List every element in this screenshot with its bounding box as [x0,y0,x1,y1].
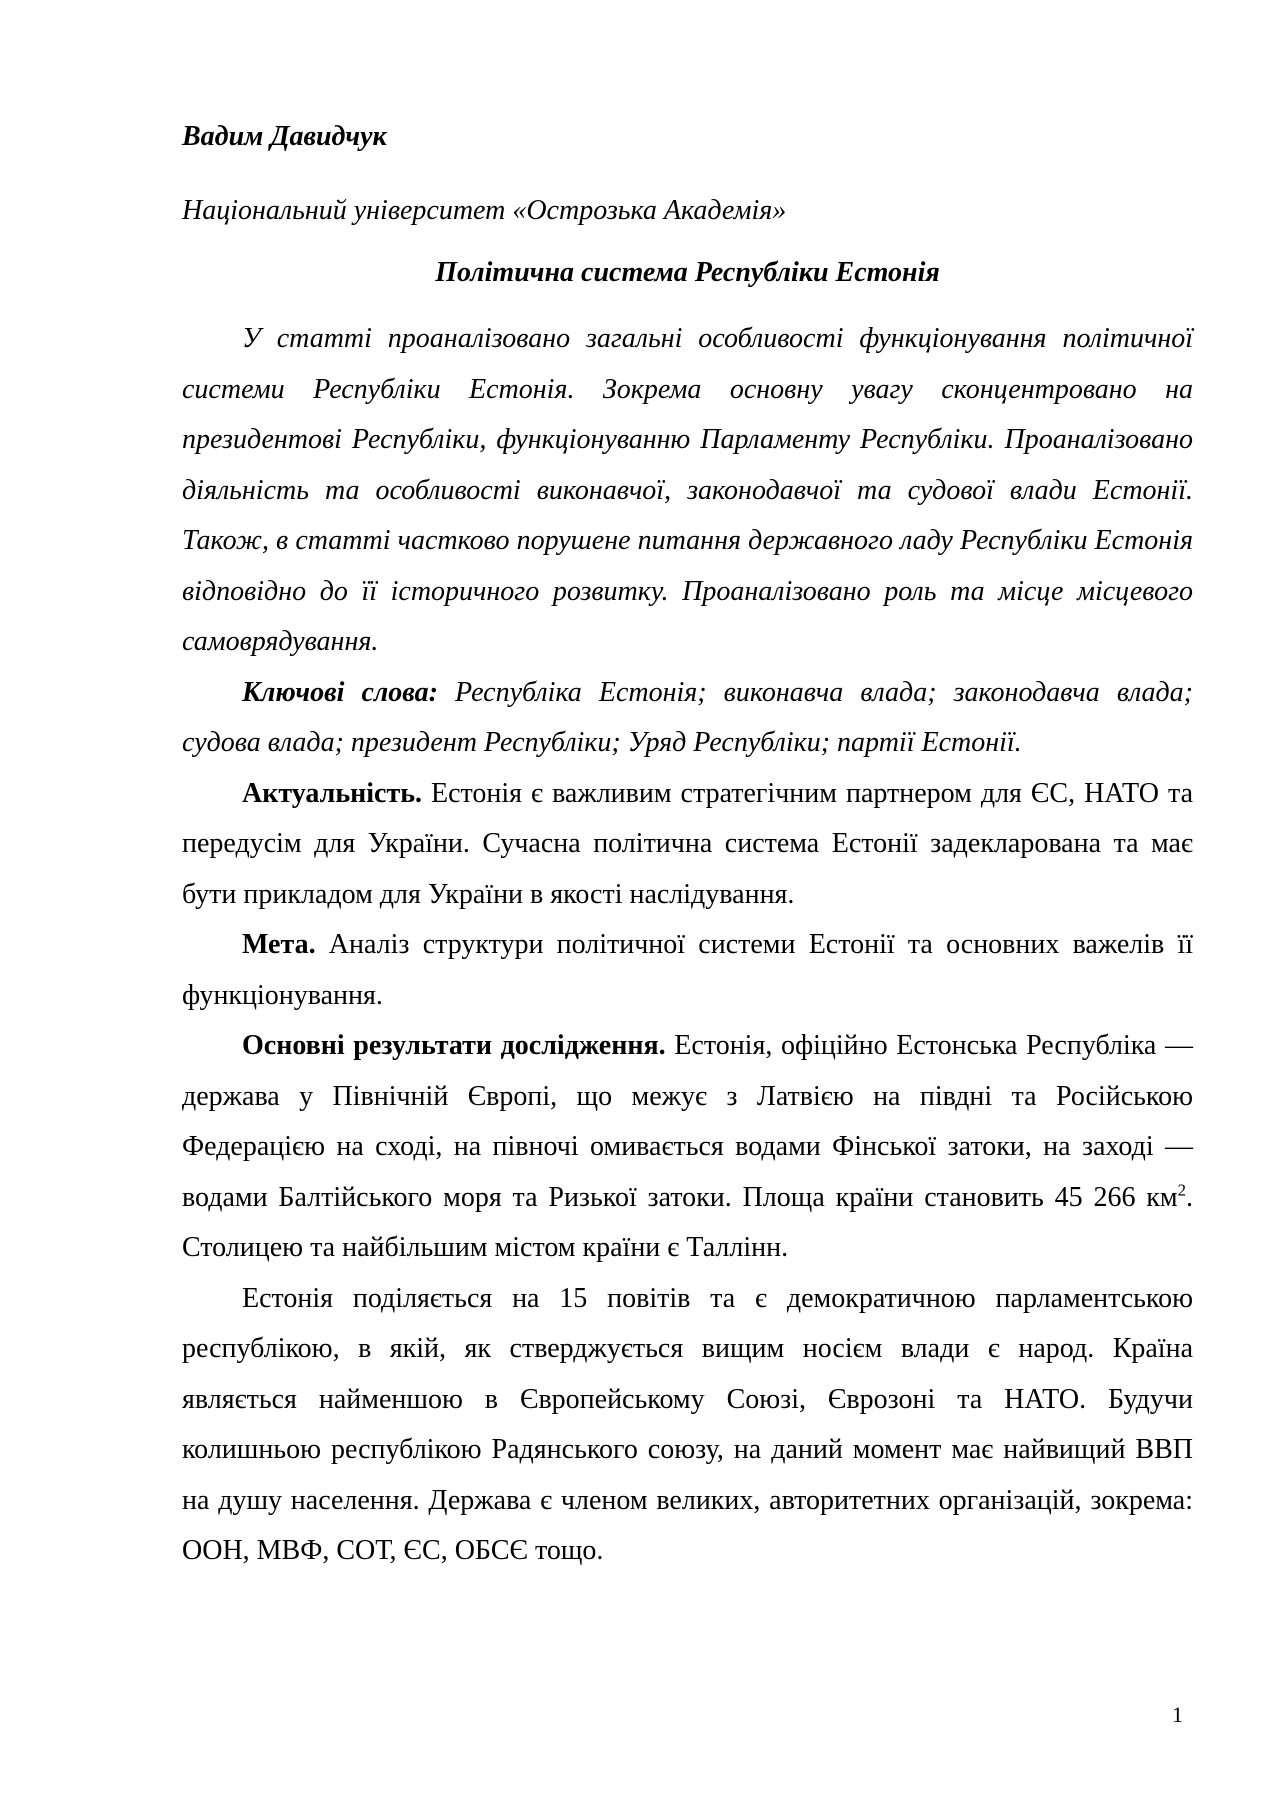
results-text-end: . Столицею та найбільшим містом країни є Таллінн. [182,1181,1193,1263]
keywords-label: Ключові слова: [242,676,438,708]
goal-text: Аналіз структури політичної системи Естонії та основних важелів її функціонування. [182,929,1193,1011]
author-affiliation: Національний університет «Острозька Академія» [182,195,787,226]
goal-paragraph [182,920,1193,1021]
results-paragraph [182,1021,1193,1274]
results-label: Основні результати дослідження. [242,1030,666,1061]
division-paragraph: Естонія поділяється на 15 повітів та є демократичною парламентською республікою, в якій, як стверджується вищим носієм влади є народ. Країна являється найменшою в Європейському Союзі, Єврозоні та НАТО. Будучи колишньою республікою Радянського союзу, на даний момент має найвищий ВВП на душу населення. Держава є членом великих, авторитетних організацій, зокрема: ООН, МВФ, СОТ, ЄС, ОБСЄ тощо. [182,1282,1193,1566]
relevance-label: Актуальність. [242,777,423,809]
keywords-paragraph [182,668,1193,769]
page-content [182,112,1193,1577]
author-name: Вадим Давидчук [182,121,387,152]
page-number: 1 [1172,1702,1183,1727]
relevance-text: Естонія є важливим стратегічним партнером для ЄС, НАТО та передусім для України. Сучасна політична система Естонії задекларована та має бути прикладом для України в якості наслідування. [182,777,1193,910]
area-unit-superscript: 2 [1177,1180,1186,1200]
goal-label: Мета. [242,929,316,960]
results-text: Естонія, офіційно Естонська Республіка — держава у Північній Європі, що межує з Латвією на півдні та Російською Федерацією на сході, на півночі омивається водами Фінської затоки, на заході — водами Балтійського моря та Ризької затоки. Площа країни становить 45 266 км [182,1030,1193,1213]
abstract-paragraph: У статті проаналізовано загальні особливості функціонування політичної системи Республіки Естонія. Зокрема основну увагу сконцентровано на президентові Республіки, функціонуванню Парламенту Республіки. Проаналізовано діяльність та особливості виконавчої, законодавчої та судової влади Естонії. Також, в статті частково порушене питання державного ладу Республіки Естонія відповідно до її історичного розвитку. Проаналізовано роль та місце місцевого самоврядування. [182,323,1193,657]
relevance-paragraph [182,769,1193,921]
keywords-text: Республіка Естонія; виконавча влада; законодавча влада; судова влада; президент Республіки; Уряд Республіки; партії Естонії. [182,676,1194,758]
paper-title: Політична система Республіки Естонія [435,257,940,288]
